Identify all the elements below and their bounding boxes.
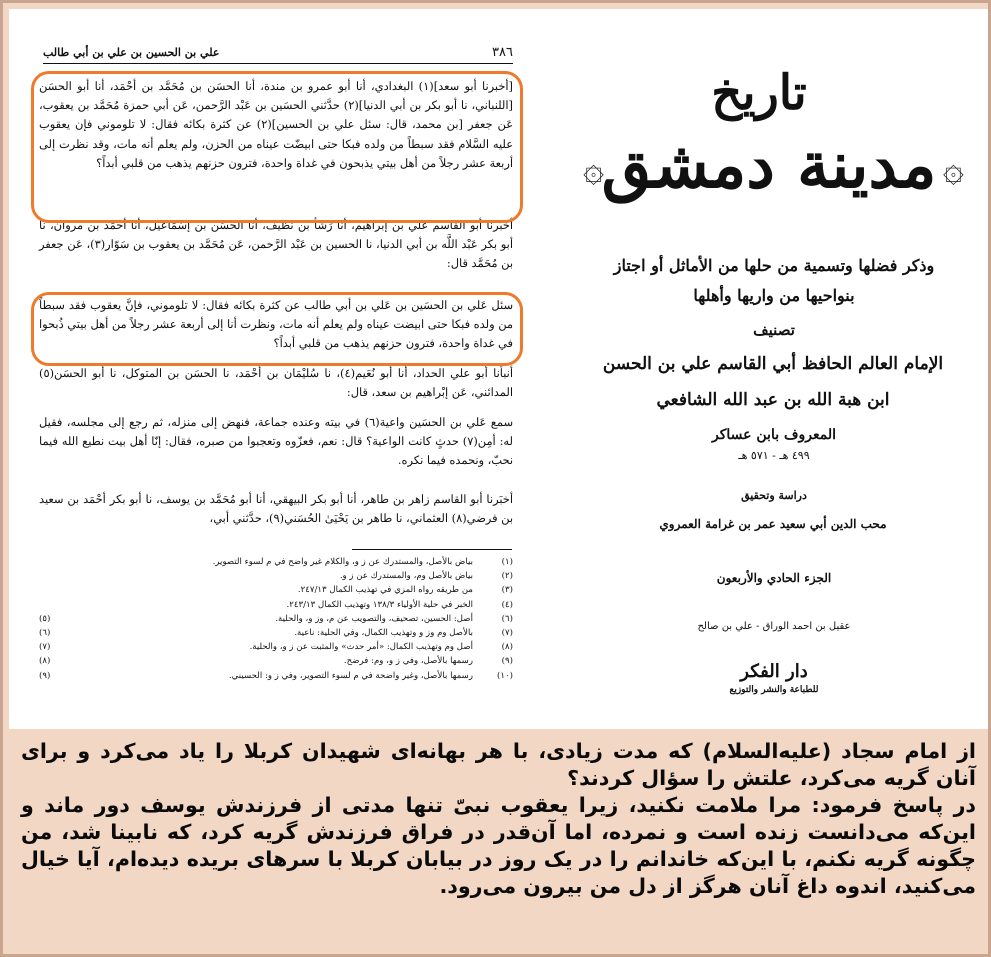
footnote-number: (٤) [501,599,513,610]
footnote-divider [352,549,512,550]
flourish-icon: ۞ [942,149,964,190]
highlight-box-first-narration [31,71,523,223]
highlight-box-second-narration [31,292,523,366]
flourish-icon: ۞ [583,149,605,190]
footnote-number: (٧) [501,627,513,638]
footnote-item [39,569,513,583]
footnote-item [39,669,513,683]
cover-title-tarikh: تاريخ [711,65,807,121]
footnote-alt-number: (٥) [39,613,51,624]
footnote-item [39,583,513,597]
cover-dates: ٤٩٩ هـ - ٥٧١ هـ [738,449,810,462]
footnote-number: (٦) [501,613,513,624]
footnote-number: (١٠) [497,670,513,681]
footnote-number: (٩) [501,656,513,667]
footnote-alt-number: (٦) [39,627,51,638]
cover-study-label: دراسة وتحقيق [741,489,807,502]
footnote-text: أصل: الحسين، تصحيف، والتصويب عن م، و‌ز و، والحلية. [275,613,473,624]
cover-subtitle-line-1: وذكر فضلها وتسمية من حلها من الأماثل أو اجتاز [613,256,935,275]
footnote-text: رسمها بالأصل، وغير واضحة في م لسوء التصوير، وفي ‌ز و: الحسيني. [228,670,473,681]
footnote-number: (٨) [501,642,513,653]
book-cover [559,9,988,729]
paragraph-6: أخبَرنا أبو القاسم زاهر بن طاهر، أنا أبو بكر البيهقي، أنا أبو مُحَمَّد بن يوسف، نا أبو بكر أحْمَد بن سعيد بن فرضي(٨) العثماني، نا طاهر بن يَحْيَىٰ الحُسَني(٩)، حدَّثني أبي، [39,492,513,526]
persian-caption [21,738,976,900]
footnote-item [39,555,513,569]
cover-known-as: المعروف بابن عساكر [712,427,836,443]
cover-author-line-1: الإمام العالم الحافظ أبي القاسم علي بن الحسن [602,354,944,374]
footnotes-list [39,555,513,683]
book-page [23,9,528,729]
footnote-item [39,612,513,626]
cover-author-line-2: ابن هبة الله بن عبد الله الشافعي [656,390,890,410]
footnote-item [39,626,513,640]
cover-volume: الجزء الحادي والأربعون [716,571,832,585]
footnote-text: بياض بالأصل وم، والمستدرك عن ‌ز ‌و. [339,571,473,582]
footnote-text: أصل وم وتهذيب الكمال: «أمر حدث» والمثبت عن ‌ز و، والحلية. [249,642,473,653]
footnote-number: (١) [501,557,513,567]
running-header-title: علي بن الحسين بن علي بن أبي طالب [43,46,220,59]
cover-subtitle-line-2: بنواحيها من واريها وأهلها [693,286,855,305]
page-header [43,45,513,64]
caption-paragraph-2: در پاسخ فرمود: مرا ملامت نکنید، زیرا یعقوب نبیّ تنها مدتی از فرزندش یوسف دور ماند و این‌که می‌دانست زنده است و نمرده، اما آن‌قدر در فراق فرزندش گریه کرد، که نابینا شد، من چگونه گریه نکنم، با این‌که خاندانم را در یک روز در بیابان کربلا با سرهای بریده دیده‌ام، آیا خیال می‌کنید، اندوه داغ آنان هرگز از دل من بیرون می‌رود. [21,793,976,898]
footnote-text: بالأصل وم و‌ز و وتهذيب الكمال، وفي الحلية: ناعية. [294,627,473,638]
footnote-text: من طريقه رواه المزي في تهذيب الكمال ٢٤٧/١٣. [297,585,473,596]
paragraph-5: سمع عَلي بن الحسَين واعية(٦) في بيته وعنده جماعة، فنهض إلى منزله، ثم رجع إلى مجلسه، فقيل له: أمِن(٧) حدثٍ كانت الواعية؟ قال: نعم، فعزّوه وتعجبوا من صبره، فقال: إنّا أهل بيت نطيع الله فيما نحبّ، ونحمده فيما نكره. [39,415,513,468]
footnote-alt-number: (٨) [39,656,51,667]
paragraph-4: أنبأنا أبو علي الحداد، أنا أبو نُعَيم(٤)، نا سُليْمَان بن أحْمَد، نا الحسَن بن المتوكل، نا أبو الحسَن(٥) المدائني، عَن إبْراهيم بن سعد، قال: [39,366,514,400]
footnote-number: (٣) [501,585,513,596]
cover-title-city: مدينة دمشق [601,128,937,203]
footnote-text: رسمها بالأصل، وفي ‌ز و، وم: فرضح. [343,656,473,667]
caption-paragraph-1: از امام سجاد (علیه‌السلام) که مدت زیادی، با هر بهانه‌ای شهیدان کربلا را یاد می‌کرد و برای آنان گریه می‌کرد، علتش را سؤال کردند؟ [21,739,976,790]
cover-tasnif-label: تصنيف [753,321,795,339]
footnote-item [39,598,513,612]
footnote-alt-number: (٧) [39,642,51,653]
footnote-text: بياض بالأصل، والمستدرك عن ‌ز ‌و، والكلام غير واضح في م لسوء التصوير. [212,557,473,567]
cover-assistants: عقيل بن احمد الوراق - علي بن صالح [697,621,851,632]
footnote-item [39,640,513,654]
cover-editor: محب الدين أبي سعيد عمر بن غرامة العمروي [659,517,887,531]
paragraph-2: أخبَرنا أبو القاسم علي بن إبْراهيم، أنا رَشَأ بن نظيف، أنا الحسَن بن إسْمَاعيل، أنا أحْمَد بن مروان، نا أبو بكر عَبْد اللَّه بن أبي الدنيا، نا الحسين بن عَبْد الرَّحمن، عَن مُحَمَّد بن يعقوب بن سَوّار(٣)، عَن جعفر بن مُحَمَّد قال: [39,218,513,271]
paragraph-3: سئل عَلي بن الحسَين بن عَلي بن أبي طالب عن كثرة بكائه فقال: لا تلوموني، فإنَّ يعقوب فقد سبطاً من ولده فبكا حتى ابيضت عيناه ولم يعلم أنه مات، ونظرت أنا إلى أربعة عشر رجلاً من أهل بيتي ذُبحوا في غداة واحدة، فترون حزنهم يذهب من قلبي أبداً؟ [39,298,513,351]
scanned-pages [9,9,988,729]
page-number: ٣٨٦ [492,45,513,60]
footnote-item [39,654,513,668]
paragraph-1: [أخبرنا أبو سعد](١) البغدادي، أنا أبو عمرو بن مندة، أنا الحسَن بن مُحَمَّد بن أحْمَد، أنا أبو الحسَن [اللنباني، نا أبو بكر بن أبي الدنيا](٢) حدَّثني الحسَين بن عَبْد الرَّحمن، عَن أبي حمزة مُحَمَّد بن يعقوب، عَن جعفر [بن محمد، قال: سئل علي بن الحسين](٢) عن كثرة بكائه فقال: لا تلوموني فإن يعقوب عليه السَّلام فقد سبطاً من ولده فبكا حتى ابيضّت عيناه من الحزن، ولم يعلم أنه مات، وقد نظرت إلى أربعة عشر رجلاً من أهل بيتي يذبحون في غداة واحدة، فترون حزنهم يذهب من قلبي أبداً؟ [39,79,513,170]
footnote-alt-number: (٩) [39,670,51,681]
publisher-logo: دار الفكر [740,661,808,682]
publisher-tagline: للطباعة والنشر والتوزيع [729,685,819,695]
footnote-number: (٢) [501,571,513,582]
footnote-text: الخبر في حلية الأولياء ١٣٨/٣ وتهذيب الكمال ٢٤٣/١٣. [286,599,473,610]
